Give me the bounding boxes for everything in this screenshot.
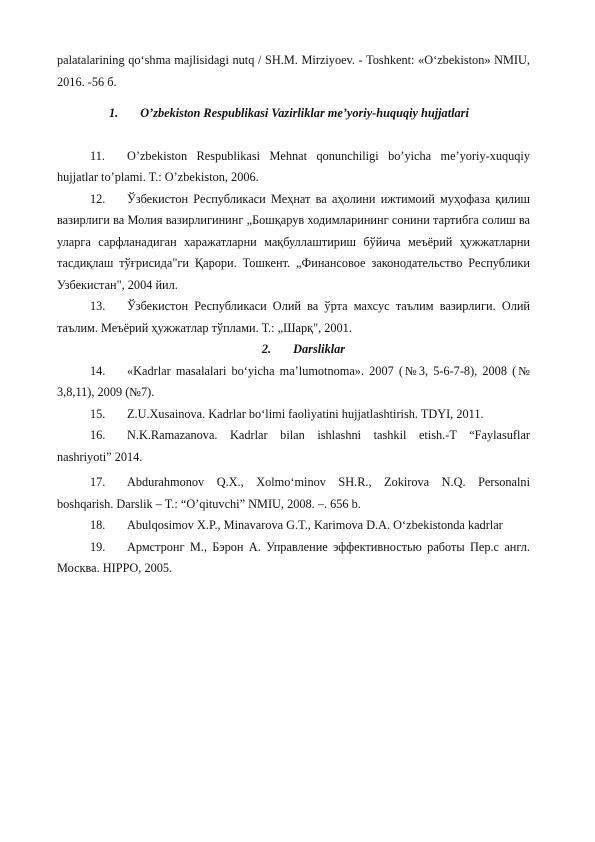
document-page — [57, 50, 530, 580]
list-item-15 — [57, 404, 530, 426]
list-item-12 — [57, 189, 530, 297]
item-text: Армстронг М., Бэрон А. Управление эффективностью работы Пер.с англ. Москва. HIPPO, 2005. — [57, 539, 530, 575]
list-item-18 — [57, 515, 530, 537]
list-item-14 — [57, 361, 530, 404]
item-number: 14. — [90, 363, 106, 378]
item-number: 16. — [90, 428, 106, 442]
item-number: 15. — [90, 406, 106, 421]
list-item-13 — [57, 296, 530, 339]
item-text: Abdurahmonov Q.X., Xolmo‘minov SH.R., Zokirova N.Q. Personalni boshqarish. Darslik – T.: “O’qituvchi” NMIU, 2008. –. 656 b. — [57, 475, 530, 511]
item-number: 12. — [90, 191, 106, 206]
item-number: 18. — [90, 518, 106, 532]
item-text: «Kadrlar masalalari bo‘yicha ma’lumotnoma». 2007 (№3, 5-6-7-8), 2008 (№ 3,8,11), 2009 (№7). — [57, 363, 530, 399]
list-item-16 — [57, 425, 530, 468]
item-number: 19. — [90, 539, 106, 554]
item-text: Ўзбекистон Республикаси Меҳнат ва аҳолини ижтимоий муҳофаза қилиш вазирлиги ва Молия вазирлигининг „Бошқарув ходимларининг сонини тартибга солиш ва уларга сарфланадиган харажатларни мақбуллаштириш бўйича меъёрий ҳужжатларни тасдиқлаш тўғрисида"ги Қарори. Тошкент. „Финансовое законодательство Республики Узбекистан", 2004 йил. — [57, 191, 530, 292]
section-title-2: Darsliklar — [293, 342, 346, 356]
section-number-1: 1. — [109, 106, 119, 120]
item-number: 11. — [90, 148, 105, 163]
list-item-19 — [57, 537, 530, 580]
item-text: N.K.Ramazanova. Kadrlar bilan ishlashni tashkil etish.-T “Faylasuflar nashriyoti” 2014. — [57, 428, 530, 464]
section-heading-1 — [57, 103, 530, 125]
list-item-17 — [57, 472, 530, 515]
item-number: 13. — [90, 299, 106, 313]
item-number: 17. — [90, 475, 106, 489]
section-heading-2 — [57, 339, 530, 361]
section-title-1: O’zbekiston Respublikasi Vazirliklar me’yoriy-huquqiy hujjatlari — [140, 106, 469, 120]
item-text: Abulqosimov X.P., Minavarova G.T., Karimova D.A. O‘zbekistonda kadrlar — [127, 518, 503, 532]
section-number-2: 2. — [261, 342, 272, 356]
item-text: O’zbekiston Respublikasi Mehnat qonunchiligi bo’yicha me’yoriy-xuquqiy hujjatlar to’plami. T.: O’zbekiston, 2006. — [57, 148, 530, 184]
intro-paragraph: palatalarining qo‘shma majlisidagi nutq / SH.M. Mirziyoev. - Toshkent: «O‘zbekiston» NMIU, 2016. -56 б. — [57, 53, 530, 89]
item-text: Z.U.Xusainova. Kadrlar bo‘limi faoliyatini hujjatlashtirish. TDYI, 2011. — [127, 406, 484, 421]
item-text: Ўзбекистон Республикаси Олий ва ўрта махсус таълим вазирлиги. Олий таълим. Меъёрий ҳужжатлар тўплами. Т.: „Шарқ", 2001. — [57, 299, 530, 335]
list-item-11 — [57, 146, 530, 189]
